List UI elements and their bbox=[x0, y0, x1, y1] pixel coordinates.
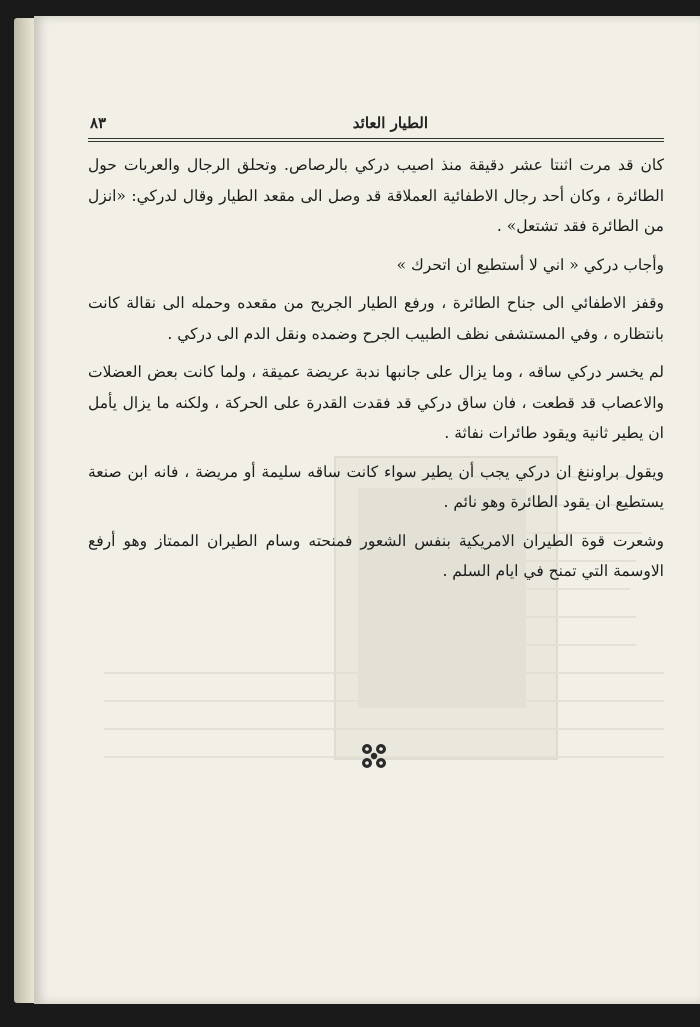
paragraph-6: وشعرت قوة الطيران الامريكية بنفس الشعور فمنحته وسام الطيران الممتاز وهو أرفع الاوسمة التي تمنح في ايام السلم . bbox=[88, 531, 664, 580]
body-text bbox=[88, 150, 664, 595]
paragraph-5: ويقول براوننغ ان دركي يجب أن يطير سواء كانت ساقه سليمة أو مريضة ، فانه ابن صنعة يستطيع ان يقود الطائرة وهو نائم . bbox=[88, 462, 664, 511]
paragraph-3: وقفز الاطفائي الى جناح الطائرة ، ورفع الطيار الجريح من مقعده وحمله الى نقالة كانت بانتظاره ، وفي المستشفى نظف الطبيب الجرح وضمده ونقل الدم الى دركي . bbox=[88, 294, 664, 343]
header-rule bbox=[88, 138, 664, 142]
page-number: ٨٣ bbox=[90, 114, 107, 132]
paragraph-4: لم يخسر دركي ساقه ، وما يزال على جانبها ندبة عريضة عميقة ، ولما كانت بعض العضلات والاعصاب قد قطعت ، فان ساق دركي قد فقدت القدرة على الحركة ، ولكنه ما يزال يأمل ان يطير ثانية ويقود طائرات نفاثة . bbox=[88, 363, 664, 442]
running-header bbox=[90, 108, 660, 138]
paragraph-1: كان قد مرت اثنتا عشر دقيقة منذ اصيب دركي بالرصاص. وتحلق الرجال والعربات حول الطائرة ، وكان أحد رجال الاطفائية العملاقة قد وصل الى مقعد الطيار وقال لدركي: «انزل من الطائرة فقد تشتعل» . bbox=[88, 156, 664, 235]
floral-ornament-icon bbox=[356, 738, 392, 774]
paragraph-2: وأجاب دركي « اني لا أستطيع ان اتحرك » bbox=[396, 255, 664, 274]
running-title: الطيار العائد bbox=[352, 114, 428, 132]
